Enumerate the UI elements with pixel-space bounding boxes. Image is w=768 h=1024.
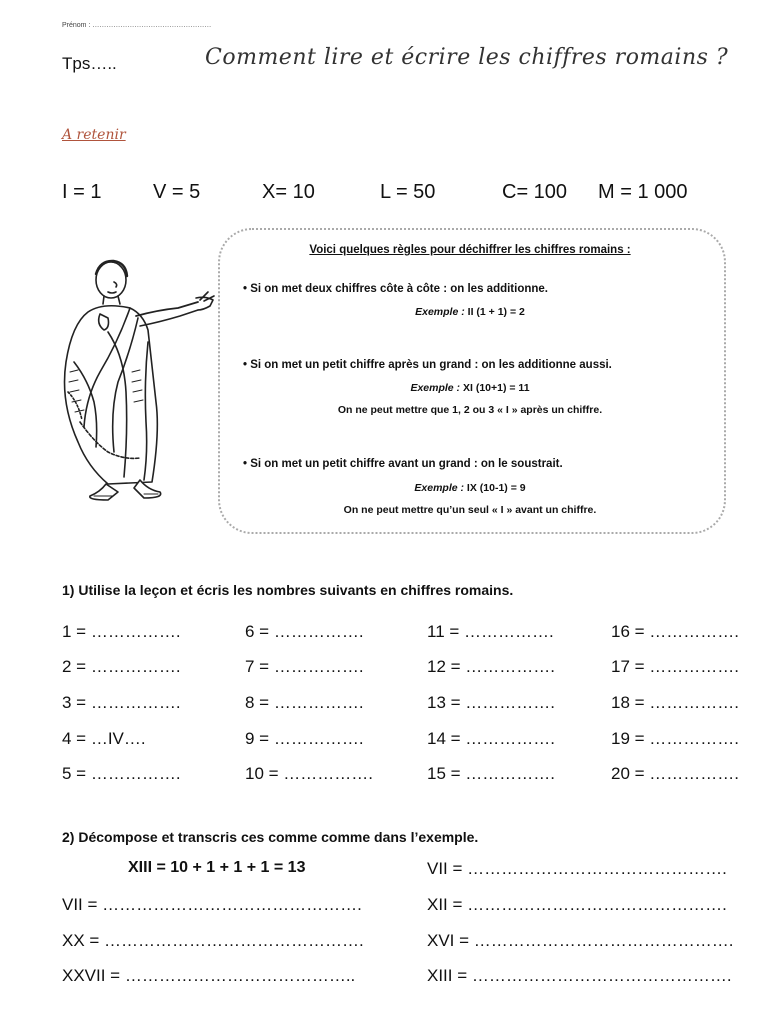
retenir-heading: A retenir <box>62 127 126 143</box>
answer-line[interactable]: 11 = ……………. <box>427 622 554 641</box>
tps-label: Tps….. <box>62 54 117 73</box>
rule-3-example <box>218 482 722 494</box>
decomposition-example: XIII = 10 + 1 + 1 + 1 = 13 <box>128 859 306 876</box>
exercise-2-title: 2) Décompose et transcris ces comme comme dans l’exemple. <box>62 829 479 845</box>
answer-line[interactable]: 6 = ……………. <box>245 622 364 641</box>
roman-value-i: I = 1 <box>62 181 102 203</box>
answer-line[interactable]: 4 = …IV…. <box>62 729 146 748</box>
answer-line[interactable]: 1 = ……………. <box>62 622 181 641</box>
example-value: XI (10+1) = 11 <box>460 382 530 394</box>
answer-line[interactable]: 15 = ……………. <box>427 764 556 783</box>
rule-1: • Si on met deux chiffres côte à côte : on les additionne. <box>243 283 548 295</box>
answer-line[interactable]: 7 = ……………. <box>245 657 364 676</box>
answer-line[interactable]: 5 = ……………. <box>62 764 181 783</box>
rule-1-example <box>218 306 722 318</box>
decompose-line[interactable]: XXVII = ………………………………….. <box>62 966 356 985</box>
roman-orator-illustration <box>48 252 218 512</box>
rule-2-note: On ne peut mettre que 1, 2 ou 3 « I » après un chiffre. <box>337 404 603 416</box>
example-value: IX (10-1) = 9 <box>464 482 526 494</box>
answer-line[interactable]: 20 = ……………. <box>611 764 740 783</box>
rule-2-example <box>218 382 722 394</box>
decompose-line[interactable]: XVI = ………………………………………. <box>427 931 734 950</box>
rules-title: Voici quelques règles pour déchiffrer les chiffres romains : <box>309 244 631 256</box>
answer-line[interactable]: 13 = ……………. <box>427 693 556 712</box>
answer-line[interactable]: 8 = ……………. <box>245 693 364 712</box>
example-value: II (1 + 1) = 2 <box>464 306 525 318</box>
rule-2: • Si on met un petit chiffre après un grand : on les additionne aussi. <box>243 359 612 371</box>
answer-line[interactable]: 3 = ……………. <box>62 693 181 712</box>
prenom-field: Prénom : …………………………………………… <box>62 22 212 29</box>
roman-value-v: V = 5 <box>153 181 201 203</box>
answer-line[interactable]: 10 = ……………. <box>245 764 374 783</box>
decompose-line[interactable]: VII = ………………………………………. <box>427 859 727 878</box>
rule-3-note: On ne peut mettre qu’un seul « I » avant un chiffre. <box>343 504 597 516</box>
decompose-line[interactable]: VII = ………………………………………. <box>62 895 362 914</box>
page-title: Comment lire et écrire les chiffres romains ? <box>205 45 729 70</box>
example-label: Exemple : <box>415 306 465 318</box>
roman-value-m: M = 1 000 <box>598 181 688 203</box>
exercise-1-title: 1) Utilise la leçon et écris les nombres suivants en chiffres romains. <box>62 582 514 598</box>
answer-line[interactable]: 19 = ……………. <box>611 729 740 748</box>
example-label: Exemple : <box>410 382 461 394</box>
answer-line[interactable]: 2 = ……………. <box>62 657 181 676</box>
answer-line[interactable]: 9 = ……………. <box>245 729 364 748</box>
decompose-line[interactable]: XX = ………………………………………. <box>62 931 364 950</box>
answer-line[interactable]: 12 = ……………. <box>427 657 556 676</box>
decompose-line[interactable]: XIII = ………………………………………. <box>427 966 732 985</box>
answer-line[interactable]: 16 = ……………. <box>611 622 740 641</box>
roman-value-c: C= 100 <box>502 181 568 203</box>
answer-line[interactable]: 14 = ……………. <box>427 729 556 748</box>
decompose-line[interactable]: XII = ………………………………………. <box>427 895 727 914</box>
answer-line[interactable]: 18 = ……………. <box>611 693 740 712</box>
example-label: Exemple : <box>414 482 465 494</box>
roman-value-x: X= 10 <box>262 181 315 203</box>
roman-value-l: L = 50 <box>380 181 436 203</box>
rule-3: • Si on met un petit chiffre avant un grand : on le soustrait. <box>243 458 563 470</box>
answer-line[interactable]: 17 = ……………. <box>611 657 740 676</box>
